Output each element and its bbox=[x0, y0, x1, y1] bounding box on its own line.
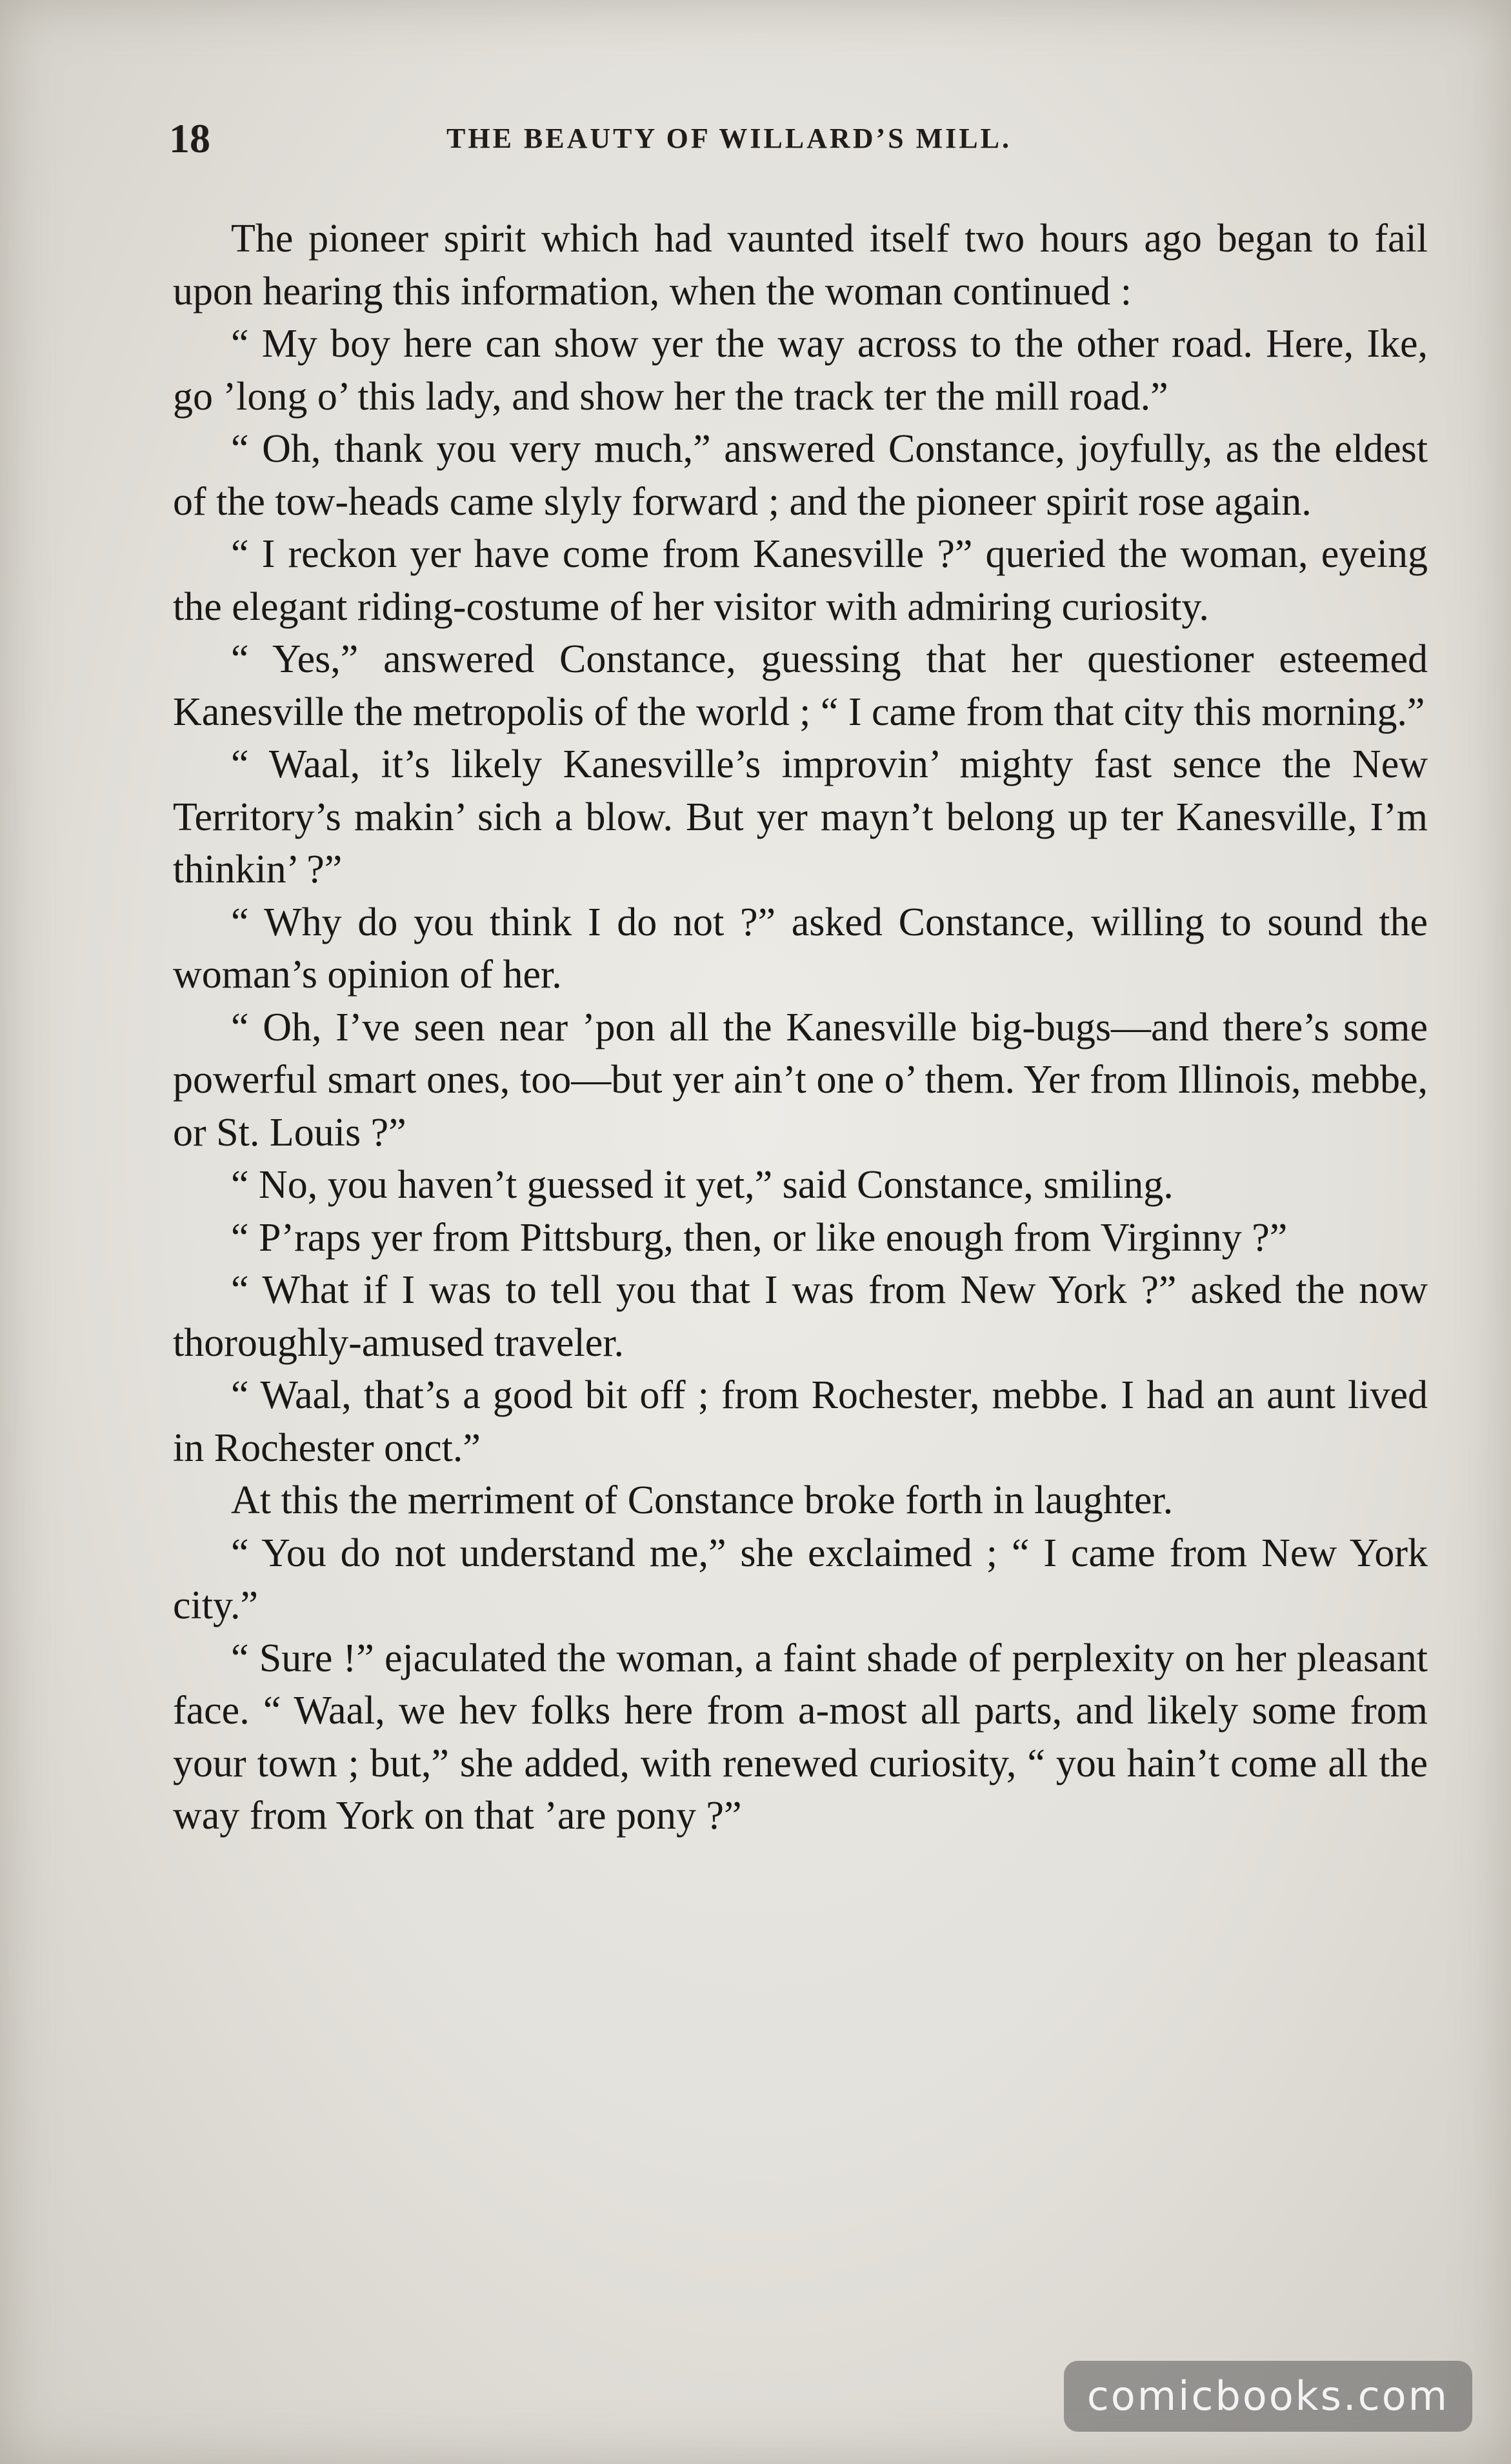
paragraph: “ P’raps yer from Pittsburg, then, or like enough from Virginny ?” bbox=[231, 1215, 1288, 1260]
paragraph: At this the merriment of Constance broke forth in laughter. bbox=[231, 1478, 1174, 1522]
paragraph: “ My boy here can show yer the way across to the other road. Here, Ike, go ’long o’ this lady, and show her the track ter the mill road.” bbox=[173, 322, 1428, 419]
paragraph: “ Sure !” ejaculated the woman, a faint shade of perplexity on her pleasant face. “ Waal, we hev folks here from a-most all parts, and likely some from your town ; but,” she added, with renewed curiosity, “ you hain’t come all the way from York on that ’are pony ?” bbox=[173, 1636, 1428, 1838]
paragraph: “ You do not understand me,” she exclaimed ; “ I came from New York city.” bbox=[173, 1531, 1428, 1627]
paragraph: “ Why do you think I do not ?” asked Constance, willing to sound the woman’s opinion of her. bbox=[173, 900, 1428, 997]
paragraph: “ No, you haven’t guessed it yet,” said Constance, smiling. bbox=[231, 1163, 1174, 1207]
page-header bbox=[169, 110, 1427, 168]
paragraph: “ Waal, that’s a good bit off ; from Rochester, mebbe. I had an aunt lived in Rochester onct.” bbox=[173, 1373, 1428, 1470]
paragraph: “ What if I was to tell you that I was from New York ?” asked the now thoroughly-amused traveler. bbox=[173, 1268, 1428, 1365]
body-text bbox=[173, 213, 1428, 1843]
paragraph: “ Oh, I’ve seen near ’pon all the Kanesville big-bugs—and there’s some powerful smart ones, too—but yer ain’t one o’ them. Yer from Illinois, mebbe, or St. Louis ?” bbox=[173, 1005, 1428, 1155]
paragraph: The pioneer spirit which had vaunted itself two hours ago began to fail upon hearing this information, when the woman continued : bbox=[173, 217, 1428, 313]
paragraph: “ I reckon yer have come from Kanesville ?” queried the woman, eyeing the elegant riding-costume of her visitor with admiring curiosity. bbox=[173, 532, 1428, 629]
site-watermark: comicbooks.com bbox=[1064, 2361, 1472, 2432]
paragraph: “ Waal, it’s likely Kanesville’s improvin’ mighty fast sence the New Territory’s makin’ sich a blow. But yer mayn’t belong up ter Kanesville, I’m thinkin’ ?” bbox=[173, 742, 1428, 891]
page-number: 18 bbox=[169, 115, 210, 161]
paragraph: “ Yes,” answered Constance, guessing that her questioner esteemed Kanesville the metropolis of the world ; “ I came from that city this morning.” bbox=[173, 637, 1428, 734]
running-title: THE BEAUTY OF WILLARD’S MILL. bbox=[446, 123, 1012, 154]
paragraph: “ Oh, thank you very much,” answered Constance, joyfully, as the eldest of the tow-heads came slyly forward ; and the pioneer spirit rose again. bbox=[173, 427, 1428, 524]
